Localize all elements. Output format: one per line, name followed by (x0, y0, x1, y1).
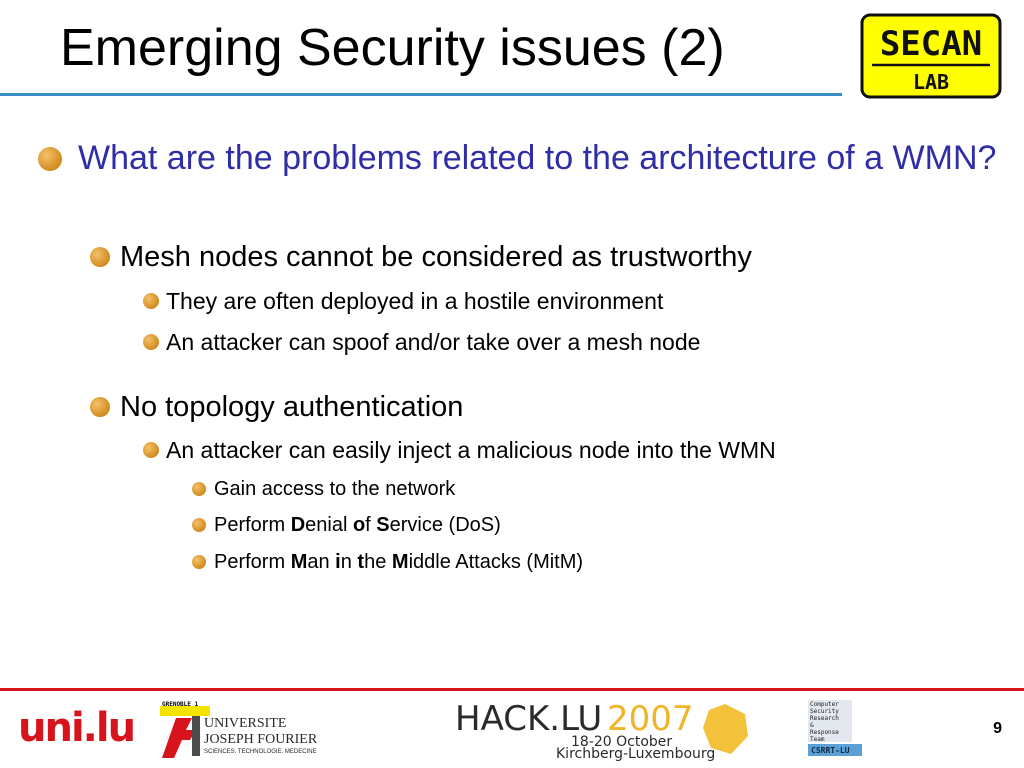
bullet-level4 (192, 476, 455, 502)
slide-title: Emerging Security issues (2) (60, 19, 725, 77)
bullet-dot-icon (143, 293, 159, 309)
svg-text:&: & (810, 722, 814, 729)
csrrt-lu-logo (806, 700, 866, 760)
footer-divider (0, 688, 1024, 691)
svg-text:Research: Research (810, 715, 839, 722)
svg-text:Kirchberg-Luxembourg: Kirchberg-Luxembourg (556, 746, 716, 762)
svg-text:Security: Security (810, 708, 839, 715)
bullet-text-mitm: Perform Man in the Middle Attacks (MitM) (214, 551, 584, 573)
bullet-dot-icon (192, 482, 206, 496)
bullet-text: What are the problems related to the architecture of a WMN? (78, 139, 997, 177)
svg-text:uni.lu: uni.lu (18, 705, 135, 751)
uni-lu-logo (18, 703, 135, 751)
bullet-level3 (143, 435, 776, 465)
hack-lu-2007-logo (455, 696, 760, 760)
svg-text:HACK.LU: HACK.LU (455, 699, 603, 739)
bullet-text: An attacker can spoof and/or take over a mesh node (166, 329, 701, 355)
bullet-text-dos: Perform Denial of Service (DoS) (214, 514, 501, 536)
bullet-text: Mesh nodes cannot be considered as trustworthy (120, 241, 752, 273)
svg-text:2007: 2007 (607, 699, 694, 739)
bullet-level3 (143, 286, 663, 316)
bullet-level2 (90, 388, 463, 426)
bullet-level4 (192, 512, 501, 538)
bullet-level4 (192, 549, 583, 575)
bullet-text: No topology authentication (120, 391, 464, 423)
svg-text:JOSEPH FOURIER: JOSEPH FOURIER (204, 732, 318, 747)
bullet-dot-icon (38, 147, 62, 171)
universite-joseph-fourier-logo (152, 700, 318, 762)
bullet-dot-icon (90, 247, 110, 267)
svg-text:SCIENCES. TECHNOLOGIE. MEDECIN: SCIENCES. TECHNOLOGIE. MEDECINE (204, 749, 317, 755)
bullet-dot-icon (143, 334, 159, 350)
svg-text:Response: Response (810, 729, 839, 736)
svg-text:UNIVERSITE: UNIVERSITE (204, 716, 287, 731)
svg-text:Computer: Computer (810, 701, 839, 708)
svg-text:SECAN: SECAN (879, 24, 983, 64)
bullet-dot-icon (192, 555, 206, 569)
bullet-dot-icon (90, 397, 110, 417)
bullet-dot-icon (192, 518, 206, 532)
svg-text:LAB: LAB (912, 70, 950, 94)
svg-text:CSRRT-LU: CSRRT-LU (811, 746, 850, 755)
bullet-text: An attacker can easily inject a malicious node into the WMN (166, 437, 776, 463)
svg-text:Team: Team (810, 736, 825, 743)
bullet-text: Gain access to the network (214, 478, 456, 500)
bullet-text: They are often deployed in a hostile environment (166, 288, 664, 314)
bullet-level1 (38, 136, 998, 180)
svg-text:18-20 October: 18-20 October (571, 734, 673, 750)
page-number: 9 (993, 720, 1002, 737)
bullet-level3 (143, 327, 700, 357)
bullet-level2 (90, 238, 752, 276)
svg-text:GRENOBLE 1: GRENOBLE 1 (162, 701, 199, 708)
bullet-dot-icon (143, 442, 159, 458)
